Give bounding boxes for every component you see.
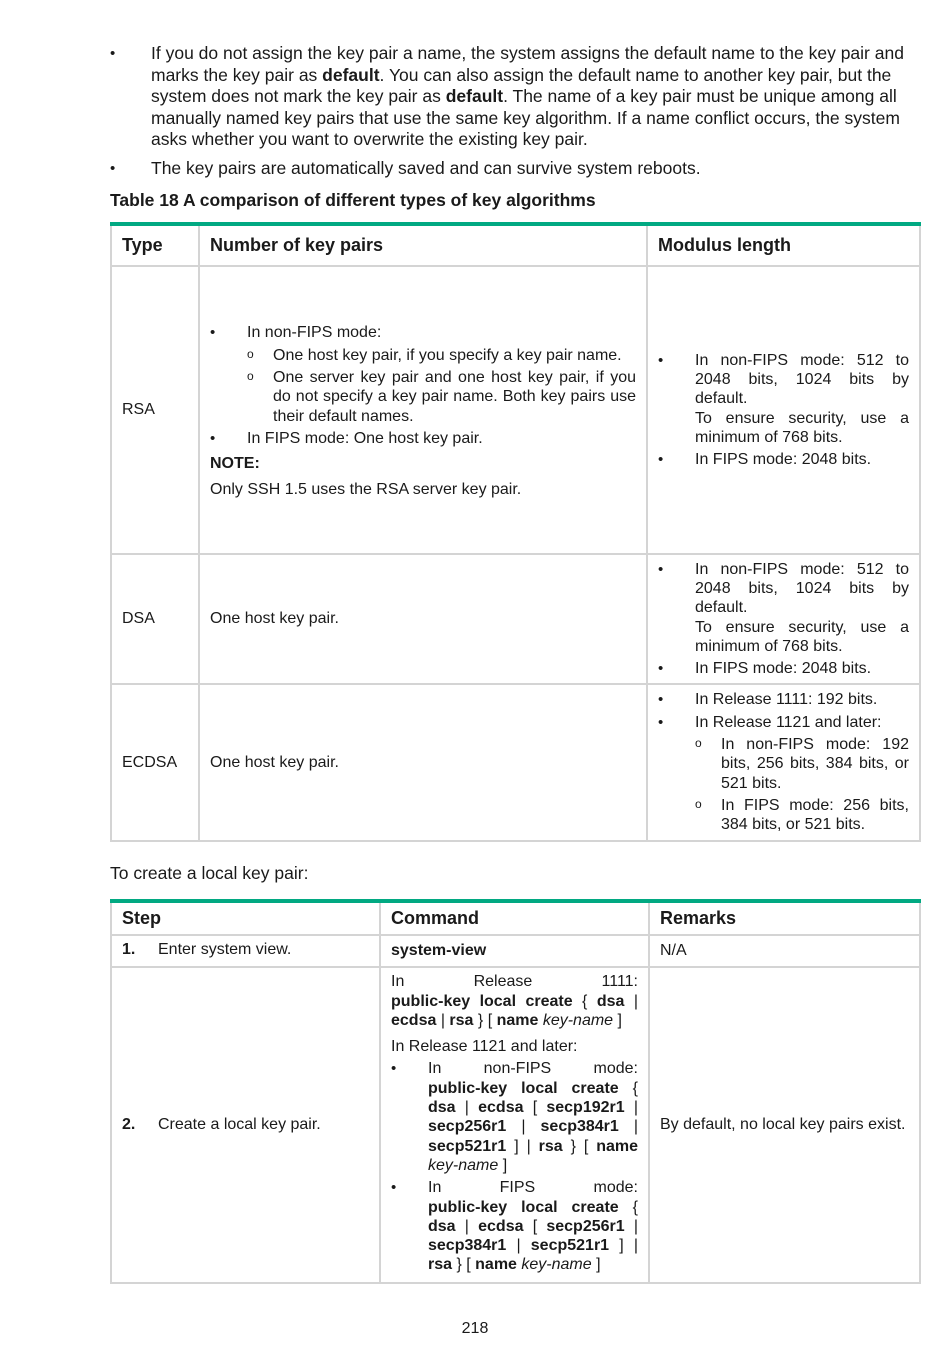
table-row-step1 <box>111 935 920 967</box>
table-row-ecdsa <box>111 684 920 841</box>
sub-list-item: o One host key pair, if you specify a key pair name. <box>247 346 636 365</box>
list-item: • In Release 1121 and later: <box>658 713 909 732</box>
command-syntax: public-key local create { dsa | ecdsa [ secp192r1 | secp256r1 | secp384r1 | secp521r1 ] | rsa } [ name key-name ] <box>428 1079 638 1174</box>
bullet-item-autosave <box>110 158 920 180</box>
note-text: Only SSH 1.5 uses the RSA server key pair. <box>210 481 522 499</box>
keyword: secp192r1 <box>546 1099 625 1117</box>
text-run: . You can also assign the default name to another key pair, but the system does not mark the key pair as <box>151 64 892 106</box>
bullet-item-default-name <box>110 43 920 151</box>
keyword: name <box>475 1256 517 1274</box>
step-number: 1. <box>122 941 136 958</box>
list-text: • In FIPS mode: <box>428 1179 638 1197</box>
argument: key-name <box>542 1011 614 1029</box>
list-item: • In FIPS mode: 2048 bits. <box>658 659 909 678</box>
header-command: Command <box>380 901 649 935</box>
keyword: name <box>496 1011 539 1029</box>
cell-remarks: By default, no local key pairs exist. <box>649 967 920 1283</box>
list-item <box>658 560 909 656</box>
table-row-rsa <box>111 266 920 554</box>
keyword: ecdsa <box>478 1099 524 1117</box>
list-text: In non-FIPS mode: 512 to 2048 bits, 1024 bits by default. <box>695 560 909 617</box>
bullet-text <box>151 43 920 151</box>
cell-modulus <box>647 554 920 684</box>
keyword: rsa <box>538 1137 563 1155</box>
header-number-of-key-pairs: Number of key pairs <box>199 224 647 266</box>
list-item <box>391 1059 638 1175</box>
keyword: secp521r1 <box>530 1237 610 1255</box>
header-modulus-length: Modulus length <box>647 224 920 266</box>
argument: key-name <box>428 1156 499 1174</box>
cell-command <box>380 967 649 1283</box>
cell-remarks: N/A <box>649 935 920 967</box>
sub-list-item: o In non-FIPS mode: 192 bits, 256 bits, 384 bits, or 521 bits. <box>695 735 909 793</box>
bullet-icon: • <box>110 45 116 62</box>
cell-key-pairs: One host key pair. <box>199 684 647 841</box>
keyword: secp384r1 <box>540 1118 619 1136</box>
list-item: • In FIPS mode: One host key pair. <box>210 429 636 448</box>
keyword: secp256r1 <box>428 1118 507 1136</box>
header-type: Type <box>111 224 199 266</box>
sub-list-item: o One server key pair and one host key pair, if you do not specify a key pair name. Both key pairs use their default names. <box>247 368 636 426</box>
list-item <box>658 351 909 447</box>
cell-step <box>111 935 380 967</box>
keyword: secp256r1 <box>546 1217 625 1235</box>
step-label: Create a local key pair. <box>158 1116 321 1134</box>
step-label: Enter system view. <box>158 941 292 958</box>
keyword: public-key local create <box>428 1079 619 1097</box>
key-pair-steps-table <box>110 899 921 1284</box>
bold-keyword: default <box>322 64 380 85</box>
step-number: 2. <box>122 1116 136 1134</box>
text-run: In Release 1111: <box>391 973 638 991</box>
list-item: • In Release 1111: 192 bits. <box>658 690 909 709</box>
list-text: In non-FIPS mode: 512 to 2048 bits, 1024 bits by default. <box>695 351 909 408</box>
command-text <box>391 972 638 991</box>
keyword: secp521r1 <box>428 1137 507 1155</box>
table-row-step2 <box>111 967 920 1283</box>
bullet-icon: • <box>110 160 116 177</box>
keyword: dsa <box>596 992 625 1010</box>
lead-text: To create a local key pair: <box>110 863 309 883</box>
cell-type: RSA <box>111 266 199 554</box>
list-text: To ensure security, use a minimum of 768 bits. <box>695 409 909 446</box>
cell-key-pairs <box>199 266 647 554</box>
keyword: ecdsa <box>478 1217 524 1235</box>
list-text: To ensure security, use a minimum of 768 bits. <box>695 618 909 655</box>
list-item: • In non-FIPS mode: <box>210 323 636 342</box>
table-row-dsa <box>111 554 920 684</box>
command-syntax: public-key local create { dsa | ecdsa | rsa } [ name key-name ] <box>391 992 638 1029</box>
bullet-text: The key pairs are automatically saved and can survive system reboots. <box>151 158 701 178</box>
table-caption: Table 18 A comparison of different types of key algorithms <box>110 190 596 210</box>
cell-type: DSA <box>111 554 199 684</box>
command-text: In Release 1121 and later: <box>391 1038 578 1056</box>
bold-keyword: default <box>445 86 504 106</box>
header-step: Step <box>111 901 380 935</box>
note-label: NOTE: <box>210 455 260 473</box>
keyword: dsa <box>428 1099 456 1117</box>
keyword: rsa <box>428 1256 453 1274</box>
key-algorithm-table <box>110 222 921 842</box>
cell-key-pairs: One host key pair. <box>199 554 647 684</box>
cell-modulus <box>647 684 920 841</box>
keyword: secp384r1 <box>428 1237 507 1255</box>
cell-type: ECDSA <box>111 684 199 841</box>
list-item: • In FIPS mode: 2048 bits. <box>658 450 909 469</box>
keyword: public-key local create <box>428 1198 619 1216</box>
text-run: If you do not assign the key pair a name, the system assigns the default name to the key pair and marks the key pair as <box>151 43 904 85</box>
cell-command: system-view <box>380 935 649 967</box>
keyword: dsa <box>428 1217 456 1235</box>
command-syntax: public-key local create { dsa | ecdsa [ secp256r1 | secp384r1 | secp521r1 ] | rsa } [ name key-name ] <box>428 1198 638 1274</box>
table-header-row <box>111 224 920 266</box>
cell-modulus <box>647 266 920 554</box>
table-header-row <box>111 901 920 935</box>
text-run: . The name of a key pair must be unique among all manually named key pairs that use the same key algorithm. If a name conflict occurs, the system asks whether you want to overwrite the existing key pair. <box>151 86 900 149</box>
sub-list-item: o In FIPS mode: 256 bits, 384 bits, or 521 bits. <box>695 796 909 835</box>
list-text: • In non-FIPS mode: <box>428 1060 638 1078</box>
header-remarks: Remarks <box>649 901 920 935</box>
list-item <box>391 1178 638 1274</box>
page-number: 218 <box>461 1320 489 1337</box>
keyword: rsa <box>449 1011 474 1029</box>
keyword: name <box>596 1137 638 1155</box>
keyword: ecdsa <box>391 1011 437 1029</box>
keyword: public-key local create <box>391 992 573 1010</box>
cell-step <box>111 967 380 1283</box>
argument: key-name <box>521 1256 592 1274</box>
